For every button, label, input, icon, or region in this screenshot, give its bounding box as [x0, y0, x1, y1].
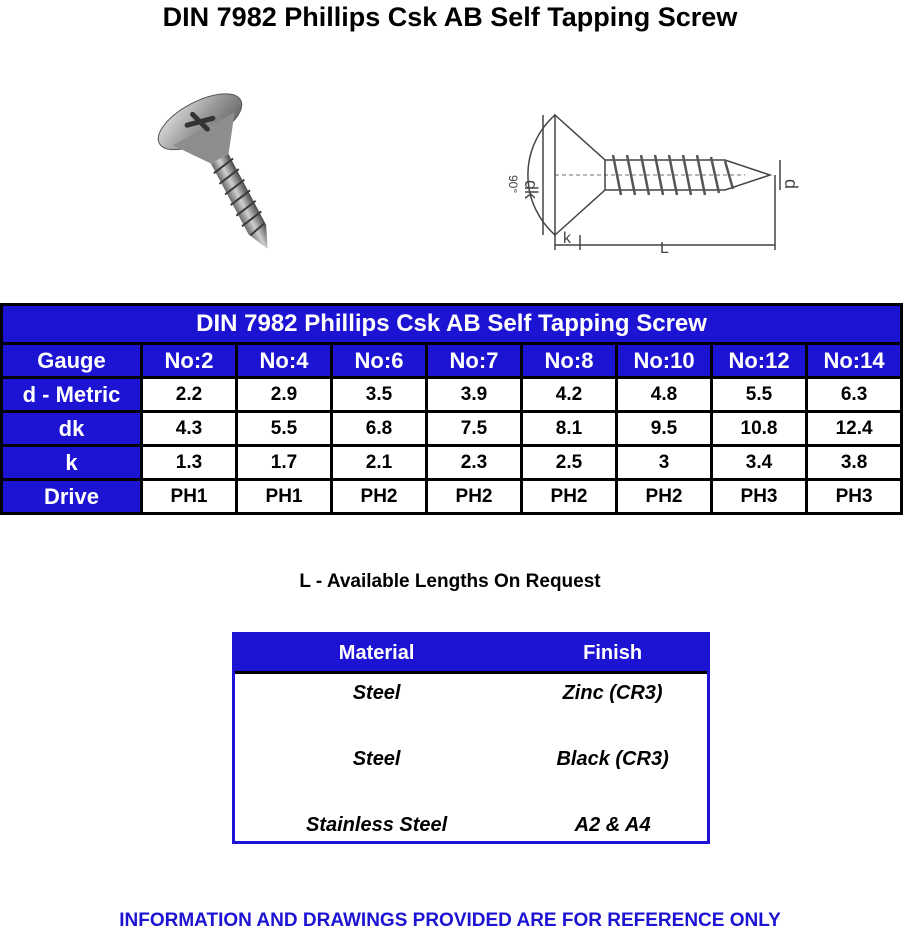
material-cell: Steel	[352, 682, 401, 704]
row-label: k	[2, 446, 142, 480]
table-cell: 4.2	[522, 378, 617, 412]
gauge-header: No:10	[617, 344, 712, 378]
table-cell: 9.5	[617, 412, 712, 446]
table-row	[235, 740, 707, 806]
table-cell: 5.5	[712, 378, 807, 412]
table-cell: 2.2	[142, 378, 237, 412]
disclaimer-footer: INFORMATION AND DRAWINGS PROVIDED ARE FOR REFERENCE ONLY	[119, 910, 781, 931]
table-cell: 2.5	[522, 446, 617, 480]
gauge-header: No:14	[807, 344, 902, 378]
table-cell: 2.1	[332, 446, 427, 480]
gauge-header: No:6	[332, 344, 427, 378]
gauge-header: No:4	[237, 344, 332, 378]
table-cell: 10.8	[712, 412, 807, 446]
table-row-drive	[2, 480, 902, 514]
row-label: Drive	[2, 480, 142, 514]
table-cell: 5.5	[237, 412, 332, 446]
spec-table	[0, 303, 903, 515]
gauge-header: No:2	[142, 344, 237, 378]
table-cell: PH2	[522, 480, 617, 514]
material-cell: Stainless Steel	[306, 814, 448, 836]
row-label: d - Metric	[2, 378, 142, 412]
table-cell: 3.5	[332, 378, 427, 412]
finish-cell: A2 & A4	[574, 814, 651, 836]
drawing-label-d: d	[781, 179, 801, 190]
table-cell: 6.8	[332, 412, 427, 446]
table-cell: PH1	[237, 480, 332, 514]
table-cell: PH1	[142, 480, 237, 514]
table-cell: 2.9	[237, 378, 332, 412]
table-cell: 4.3	[142, 412, 237, 446]
finish-cell: Black (CR3)	[556, 748, 669, 770]
material-header: Material	[338, 642, 415, 664]
table-cell: PH3	[807, 480, 902, 514]
table-cell: 3	[617, 446, 712, 480]
table-cell: PH3	[712, 480, 807, 514]
table-row-dk	[2, 412, 902, 446]
row-label: Gauge	[2, 344, 142, 378]
screw-photo	[150, 90, 280, 265]
table-cell: PH2	[427, 480, 522, 514]
table-cell: 12.4	[807, 412, 902, 446]
table-cell: 4.8	[617, 378, 712, 412]
table-cell: 1.7	[237, 446, 332, 480]
table-cell: 6.3	[807, 378, 902, 412]
table-row	[235, 674, 707, 740]
row-label: dk	[2, 412, 142, 446]
table-cell: 3.4	[712, 446, 807, 480]
table-cell: 1.3	[142, 446, 237, 480]
drawing-label-L: L	[660, 240, 669, 257]
page-title: DIN 7982 Phillips Csk AB Self Tapping Screw	[162, 2, 738, 32]
technical-drawing	[495, 95, 801, 260]
table-cell: 7.5	[427, 412, 522, 446]
table-cell: 2.3	[427, 446, 522, 480]
gauge-header: No:8	[522, 344, 617, 378]
table-row-k	[2, 446, 902, 480]
drawing-label-k: k	[563, 230, 571, 247]
gauge-header: No:7	[427, 344, 522, 378]
drawing-label-dk: dk	[521, 180, 541, 200]
material-table-header	[235, 635, 707, 674]
gauge-header: No:12	[712, 344, 807, 378]
table-cell: 3.9	[427, 378, 522, 412]
table-row	[235, 806, 707, 872]
table-cell: PH2	[617, 480, 712, 514]
table-row-d-metric	[2, 378, 902, 412]
lengths-note: L - Available Lengths On Request	[299, 571, 601, 592]
material-table	[232, 632, 710, 844]
finish-header: Finish	[583, 642, 643, 664]
material-cell: Steel	[352, 748, 401, 770]
drawing-label-angle: 90°	[506, 175, 520, 194]
table-row-gauge	[2, 344, 902, 378]
table-cell: PH2	[332, 480, 427, 514]
table-cell: 3.8	[807, 446, 902, 480]
table-cell: 8.1	[522, 412, 617, 446]
finish-cell: Zinc (CR3)	[562, 682, 663, 704]
spec-table-caption: DIN 7982 Phillips Csk AB Self Tapping Screw	[2, 305, 902, 344]
